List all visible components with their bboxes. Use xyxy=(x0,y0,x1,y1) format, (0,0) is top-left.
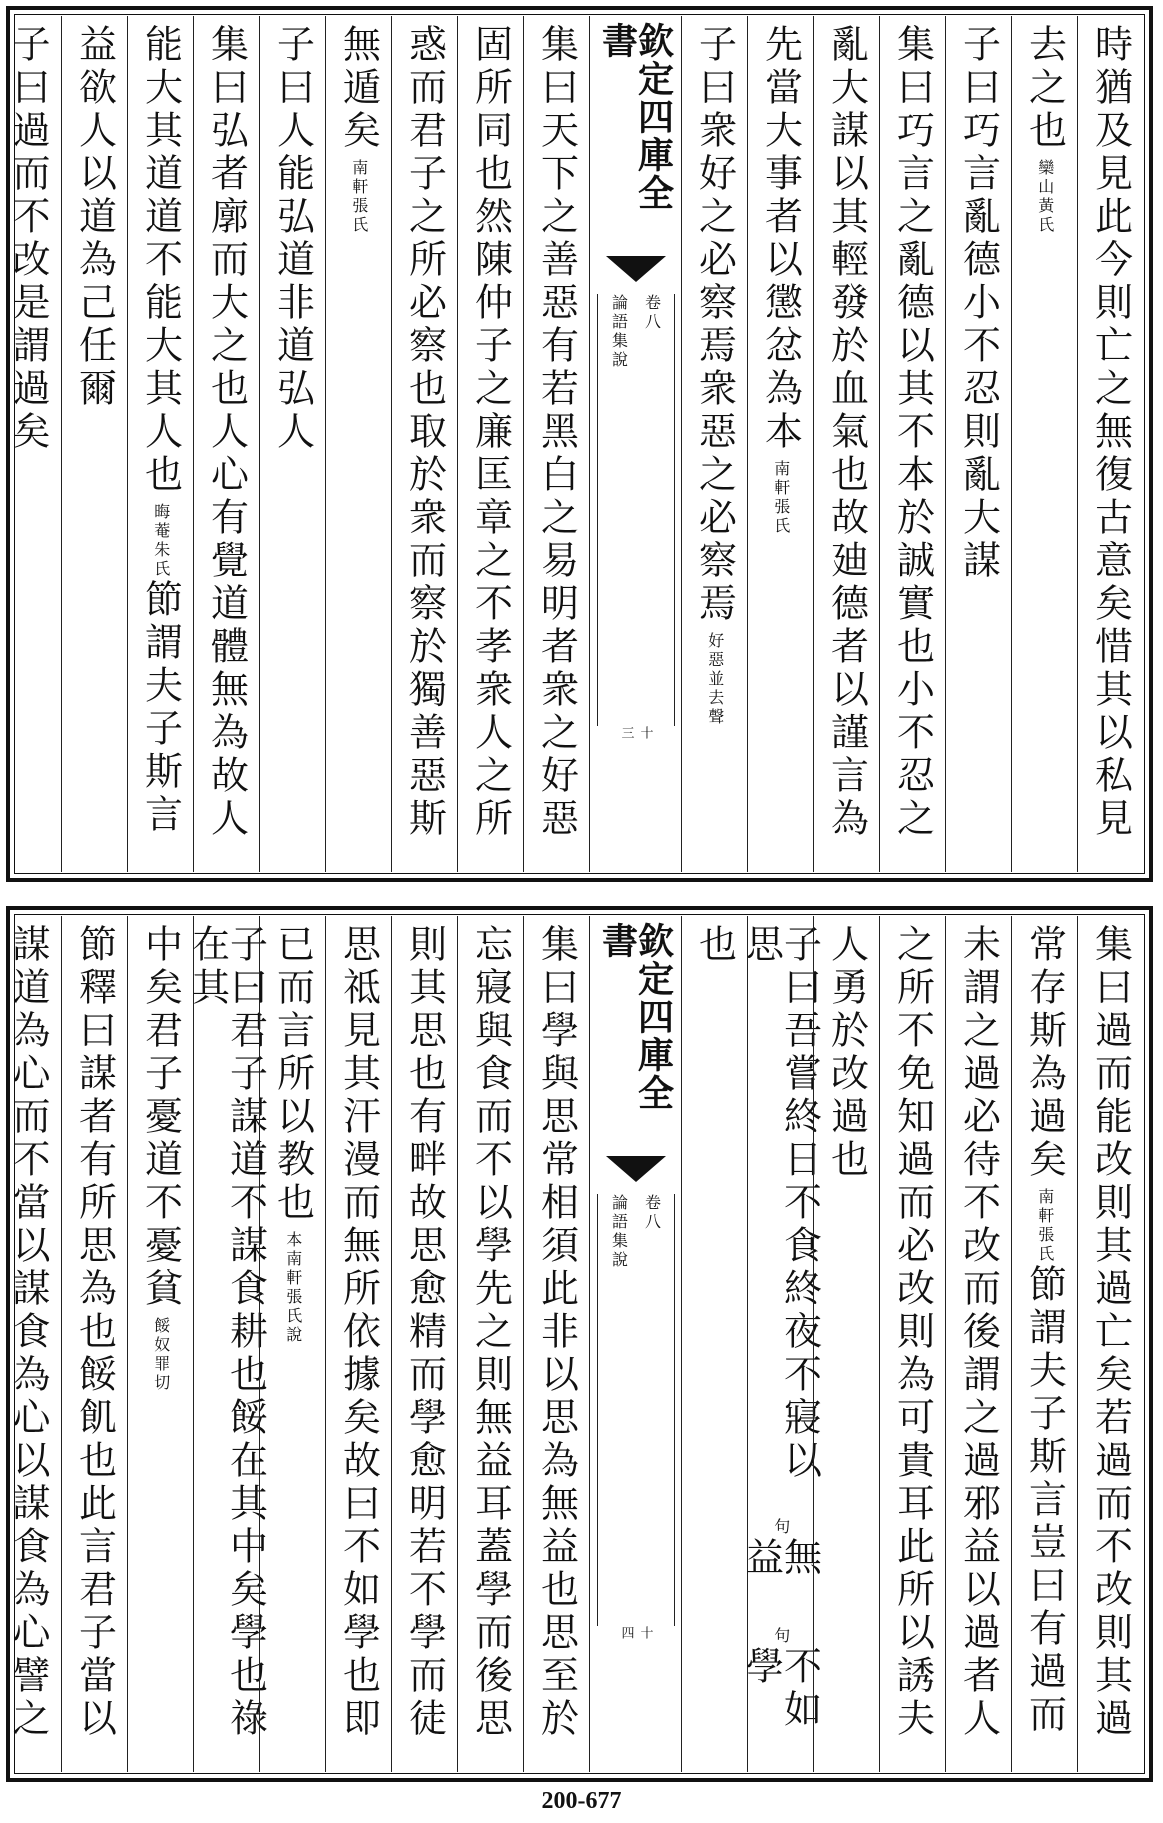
column-text: 子曰巧言亂德小不忍則亂大謀 xyxy=(956,24,1001,583)
text-column xyxy=(1011,916,1077,1772)
column-text: 惑而君子之所必察也取於衆而察於獨善惡斯 xyxy=(402,24,447,841)
column-text: 去之也 xyxy=(1022,24,1067,153)
text-column xyxy=(457,16,523,872)
page-number: 十四 xyxy=(618,1626,653,1640)
column-text: 已而言所以教也 xyxy=(270,924,315,1225)
text-column xyxy=(813,16,879,872)
center-header: 欽定四庫全書 xyxy=(596,22,675,212)
column-text: 人勇於改過也 xyxy=(824,924,869,1182)
column-text: 中矣君子憂道不憂貧 xyxy=(138,924,183,1311)
column-text: 謀道為心而不當以謀食為心以謀食為心譬之 xyxy=(6,924,50,1741)
bottom-page xyxy=(0,900,1163,1788)
text-column xyxy=(681,16,747,872)
text-column xyxy=(739,916,822,1772)
text-column xyxy=(681,916,747,1772)
column-text: 忘寢與食而不以學先之則無益耳蓋學而後思 xyxy=(468,924,513,1741)
text-column xyxy=(457,916,523,1772)
column-text: 時猶及見此今則亡之無復古意矣惜其以私見 xyxy=(1088,24,1133,841)
fish-tail-mark xyxy=(606,1156,666,1182)
commentary-note: 句 xyxy=(771,1627,791,1646)
column-text: 子曰吾嘗終日不食終夜不寢以思 xyxy=(739,924,822,1483)
column-text: 固所同也然陳仲子之廉匡章之不孝衆人之所 xyxy=(468,24,513,841)
commentary-note: 欒山黃氏 xyxy=(1035,159,1055,235)
center-fold xyxy=(589,916,681,1772)
column-text: 子曰衆好之必察焉衆惡之必察焉 xyxy=(692,24,737,626)
text-columns xyxy=(6,16,1143,872)
text-column xyxy=(813,916,879,1772)
column-text: 能大其道道不能大其人也 xyxy=(138,24,183,497)
commentary-note: 句 xyxy=(771,1518,791,1537)
text-column xyxy=(259,16,325,872)
column-text: 節謂夫子斯言豈曰有過而 xyxy=(1022,1264,1067,1737)
commentary-note: 本南軒張氏說 xyxy=(283,1231,303,1345)
text-column xyxy=(61,16,127,872)
top-page xyxy=(0,0,1163,888)
rule-line xyxy=(597,294,598,726)
text-column xyxy=(1011,16,1077,872)
text-column xyxy=(325,916,391,1772)
column-text: 先當大事者以懲忿為本 xyxy=(758,24,803,454)
page-footer-number: 200-677 xyxy=(541,1788,622,1814)
rule-line xyxy=(674,294,675,726)
column-text: 無遁矣 xyxy=(336,24,381,153)
center-fold xyxy=(589,16,681,872)
text-column xyxy=(945,16,1011,872)
column-text: 子曰過而不改是謂過矣 xyxy=(6,24,50,454)
text-column xyxy=(0,916,61,1772)
commentary-note: 好惡並去聲 xyxy=(705,632,725,727)
commentary-note: 餒奴罪切 xyxy=(151,1317,171,1393)
column-text: 子曰君子謀道不謀食耕也餒在其中矣學也祿在其 xyxy=(185,924,268,1741)
column-text: 益欲人以道為己任爾 xyxy=(72,24,117,411)
text-column xyxy=(1077,916,1143,1772)
column-text: 節釋曰謀者有所思為也餒飢也此言君子當以 xyxy=(72,924,117,1741)
text-column xyxy=(391,16,457,872)
volume-label: 卷八 xyxy=(642,294,662,333)
rule-line xyxy=(597,1194,598,1626)
center-rules xyxy=(597,1194,675,1626)
column-text: 則其思也有畔故思愈精而學愈明若不學而徒 xyxy=(402,924,447,1741)
text-column xyxy=(325,16,391,872)
center-rules xyxy=(597,294,675,726)
commentary-note: 南軒張氏 xyxy=(349,159,369,235)
text-column xyxy=(1077,16,1143,872)
column-text: 未謂之過必待不改而後謂之過邪益以過者人 xyxy=(956,924,1001,1741)
column-text: 集曰學與思常相須此非以思為無益也思至於 xyxy=(534,924,579,1741)
text-columns xyxy=(6,916,1143,1772)
column-text: 思祗見其汗漫而無所依據矣故曰不如學也即 xyxy=(336,924,381,1741)
text-column xyxy=(879,16,945,872)
column-text: 也 xyxy=(692,924,737,967)
book-title: 論語集說 xyxy=(609,1194,629,1271)
column-text: 節謂夫子斯言 xyxy=(138,579,183,837)
volume-label: 卷八 xyxy=(642,1194,662,1233)
text-column xyxy=(61,916,127,1772)
column-text: 子曰人能弘道非道弘人 xyxy=(270,24,315,454)
text-column xyxy=(391,916,457,1772)
book-title: 論語集說 xyxy=(609,294,629,371)
commentary-note: 南軒張氏 xyxy=(771,460,791,536)
text-column xyxy=(945,916,1011,1772)
text-column xyxy=(0,16,61,872)
column-text: 無益 xyxy=(739,1537,822,1580)
column-text: 不如學 xyxy=(739,1646,822,1732)
column-text: 集曰弘者廓而大之也人心有覺道體無為故人 xyxy=(204,24,249,841)
text-column xyxy=(523,916,589,1772)
text-column xyxy=(259,916,325,1772)
column-text: 集曰天下之善惡有若黑白之易明者衆之好惡 xyxy=(534,24,579,841)
commentary-note: 晦菴朱氏 xyxy=(151,503,171,579)
text-column xyxy=(879,916,945,1772)
fish-tail-mark xyxy=(606,256,666,282)
column-text: 集曰巧言之亂德以其不本於誠實也小不忍之 xyxy=(890,24,935,841)
text-column xyxy=(747,16,813,872)
rule-line xyxy=(674,1194,675,1626)
column-text: 亂大謀以其輕發於血氣也故廸德者以謹言為 xyxy=(824,24,869,841)
text-column xyxy=(523,16,589,872)
page-number: 十三 xyxy=(618,726,653,740)
column-text: 集曰過而能改則其過亡矣若過而不改則其過 xyxy=(1088,924,1133,1741)
column-text: 之所不免知過而必改則為可貴耳此所以誘夫 xyxy=(890,924,935,1741)
text-column xyxy=(185,916,268,1772)
text-column xyxy=(193,16,259,872)
commentary-note: 南軒張氏 xyxy=(1035,1188,1055,1264)
column-text: 常存斯為過矣 xyxy=(1022,924,1067,1182)
text-column xyxy=(127,916,193,1772)
text-column xyxy=(127,16,193,872)
center-header: 欽定四庫全書 xyxy=(596,922,675,1112)
